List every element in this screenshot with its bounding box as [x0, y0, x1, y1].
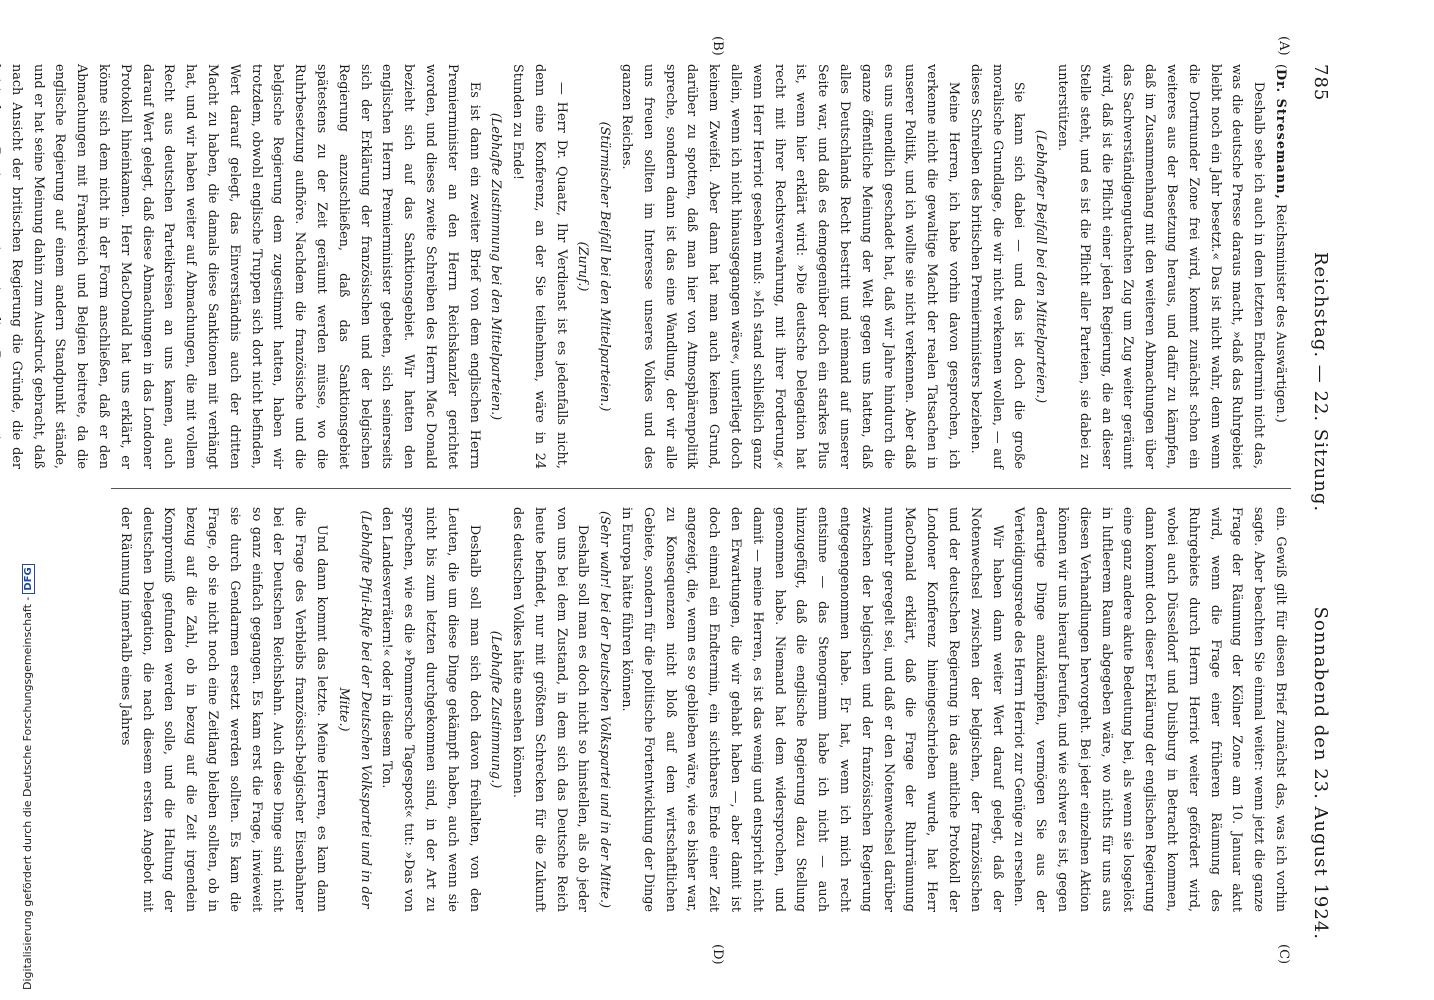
- credit-text-line: [21, 564, 35, 990]
- right-note-1: (Sehr wahr! bei der Deutschen Volkspartei und in der Mitte.): [597, 510, 613, 909]
- left-note-1: (Lebhafter Beifall bei den Mittelparteien.): [1033, 129, 1049, 404]
- right-para-5: Und dann kommt das letzte. Meine Herren, es kam dann die Frage des Verbleibs französisch-belgischer Eisenbahner bei der Deutschen Reichsbahn. Auch diese Dinge sind nicht so ganz einfach gegangen. Es kam erst die Frage, inwieweit sie durch Gendarmen ersetzt werden sollten. Es kam die Frage, ob sie nicht noch eine Zeitlang bleiben sollten, ob in bezug auf die Zahl, ob in bezug auf die Zeit irgendein Kompromiß gefunden werden solle, und die Haltung der deutschen Delegation, die nach diesem ersten Angebot mit der Räumung innerhalb eines Jahres: [117, 507, 329, 912]
- right-para-4: Deshalb soll man sich doch davon freihalten, von den Leuten, die um diese Dinge gekämpft haben, auch wenn sie nicht bis zum letzten durchgekommen sind, in der Art zu sprechen, wie es die »Pommersche Tagespost« tut: »Das von den Landesverrätern!« oder in diesem Ton.: [379, 507, 482, 912]
- left-para-4: — Herr Dr. Quaatz, Ihr Verdienst ist es jedenfalls nicht, denn eine Konferenz, an der Sie teilnehmen, wäre in 24 Stunden zu Ende!: [510, 64, 569, 469]
- right-para-1: ein. Gewiß gilt für diesen Brief zunächst das, was ich vorhin sagte. Aber beachten Sie einmal weiter: wenn jetzt die ganze Frage der Räumung der Kölner Zone am 10. Januar akut wird, wenn die Frage einer früheren Räumung des Ruhrgebiets durch Herrn Herriot weiter gefördert wird, wobei auch Düsseldorf und Duisburg in Betracht kommen, dann kommt doch dieser Erklärung der englischen Regierung eine ganz andere akute Bedeutung bei, als wenn sie losgelöst in luftleerem Raum abgegeben wäre, wo nichts für uns aus diesen Verhandlungen hervorgeht. Bei jeder einzelnen Aktion können wir uns hierauf berufen, und wie schwer es ist, gegen derartige Dinge anzukämpfen, vermögen Sie aus der Verteidigungsrede des Herrn Herriot zur Genüge zu ersehen.: [1011, 507, 1288, 912]
- speaker-name: Dr. Stresemann,: [1273, 69, 1288, 200]
- margin-marker-c: (C): [1276, 944, 1291, 965]
- right-para-2: Wir haben dann weiter Wert darauf gelegt, daß der Notenwechsel zwischen der belgischen, der französischen und der deutschen Regierung in das amtliche Protokoll der Londoner Konferenz hineingeschrieben wurde, hat Herr MacDonald erklärt, daß die Frage der Ruhrräumung nunmehr geregelt sei, und daß er den Notenwechsel darüber zwischen der belgischen und der französischen Regierung entgegengenommen habe. Er hat, wenn ich mich recht entsinne — das Stenogramm habe ich nicht — auch hinzugefügt, daß die englische Regierung dazu Stellung genommen habe. Niemand hat dem widersprochen, und damit — meine Herren, es ist das wenig und entspricht nicht den Erwartungen, die wir gehabt haben —, aber damit ist doch einmal ein Endtermin, ein sichtbares Ende einer Zeit angezeigt, die, wenn es so geblieben wäre, wie es bisher war, zu Konsequenzen nicht bloß auf dem wirtschaftlichen Gebiete, sondern für die politische Fortentwicklung der Dinge in Europa hätte führen können.: [619, 507, 1005, 912]
- left-note-4: (Lebhafte Zustimmung bei den Mittelparteien.): [488, 112, 504, 421]
- credit-text: Digitalisierung gefördert durch die Deutsche Forschungsgemeinschaft -: [21, 596, 34, 990]
- margin-marker-b: (B): [710, 36, 725, 56]
- right-column: [114, 507, 1291, 912]
- dfg-logo: DFG: [22, 564, 35, 593]
- margin-marker-a: (A): [1276, 36, 1291, 56]
- speaker-role: Reichsminister des Auswärtigen.: [1273, 203, 1288, 418]
- page-header: [1305, 64, 1335, 940]
- right-note-2: (Lebhafte Zustimmung.): [488, 630, 504, 789]
- header-date: Sonnabend den 23. August 1924.: [1310, 606, 1331, 940]
- left-column: [0, 64, 1291, 469]
- right-note-3: (Lebhafte Pfui-Rufe bei der Deutschen Volkspartei und in der Mitte.): [335, 510, 373, 909]
- left-note-2: (Stürmischer Beifall bei den Mittelparteien.): [597, 121, 613, 412]
- left-note-3: (Zuruf.): [575, 241, 591, 292]
- digitization-credit: [21, 567, 35, 990]
- margin-marker-d: (D): [710, 944, 725, 965]
- left-para-2: Sie kann sich dabei — und das ist doch die große moralische Grundlage, die wir nicht verkennen wollen, — auf dieses Schreiben des britischen Premierministers beziehen.: [967, 64, 1027, 469]
- header-session: Reichstag. — 22. Sitzung.: [1310, 252, 1331, 513]
- speaker-line: (Dr. Stresemann, Reichsminister des Auswärtigen.): [1273, 64, 1288, 423]
- left-para-3: Meine Herren, ich habe vorhin davon gesprochen, ich verkenne nicht die gewaltige Macht der realen Tatsachen in unserer Politik, und ich wollte sie nicht verkennen. Aber daß es uns unendlich geschadet hat, daß wir Jahre hindurch die ganze öffentliche Meinung der Welt gegen uns hatten, daß alles Deutschlands Recht bestritt und niemand auf unserer Seite war, und daß es demgegenüber doch ein starkes Plus ist, wenn hier erklärt wird: »Die deutsche Delegation hat recht mit ihrer Rechtsverwahrung, mit ihrer Forderung,« wenn Herr Herriot gesehen muß: »Ich stand schließlich ganz allein, wenn ich nicht hinausgegangen wäre«, unterliegt doch keinem Zweifel. Aber dann hat man auch keinen Grund, darüber zu spotten, daß man hier von Atmosphärenpolitik spreche, sondern dann ist das eine Wandlung, der wir alle uns freuen sollten im Interesse unseres Volkes und des ganzen Reiches.: [619, 64, 962, 469]
- right-para-3: Deshalb soll man es doch nicht so hinstellen, als ob jeder von uns bei dem Zustand, in dem sich das Deutsche Reich heute befindet, nur mit größtem Schrecken für die Zukunft des deutschen Volkes hätte ansehen können.: [510, 507, 591, 912]
- left-para-5: Es ist dann ein zweiter Brief von dem englischen Herrn Premierminister an den Herrn Reichskanzler gerichtet worden, und dieses zweite Schreiben des Herrn Mac Donald bezieht sich auf das Sanktionsgebiet. Wir hatten den englischen Herrn Premierminister gebeten, sich seinerseits sich der Erklärung der französischen und der belgischen Regierung anzuschließen, daß das Sanktionsgebiet spätestens zu der Zeit geräumt werden müsse, wo die Ruhrbesetzung aufhöre. Nachdem die französische und die belgische Regierung dem zugestimmt hatten, haben wir trotzdem, obwohl englische Truppen sich dort nicht befinden, Wert darauf gelegt, das Einverständnis auch der dritten Macht zu haben, die damals diese Sanktionen mit verhängt hat, und wir haben weiter auf Abmachungen, die mit vollem Recht aus deutschen Parteikreisen an uns kamen, auch darauf Wert gelegt, daß diese Abmachungen in das Londoner Protokoll hineinkamen. Herr MacDonald hat uns erklärt, er könne sich dem nicht in der Form anschließen, daß er den Abmachungen mit Frankreich und Belgien beitrete, da die englische Regierung auf einem andern Standpunkt stände, und er hat seine Meinung dahin zum Ausdruck gebracht, daß nach Ansicht der britischen Regierung die Gründe, die der: [8, 64, 482, 469]
- column-divider: [111, 488, 1291, 489]
- left-para-1: Deshalb sehe ich auch in dem letzten Endtermin nicht das, was die deutsche Presse daraus macht, »daß das Ruhrgebiet bleibt noch ein Jahr besetzt.« Das ist nicht wahr, denn wenn die Dortmunder Zone frei wird, kommt zunächst schon ein weiteres aus der Besetzung heraus, und dafür zu kämpfen, daß im Zusammenhang mit den weiteren Abmachungen über das Sachverständigengutachten Zug um Zug weiter geräumt wird, daß ist die Pflicht einer jeden Regierung, die an dieser Stelle steht, und es ist die Pflicht aller Parteien, sie dabei zu unterstützen.: [1055, 64, 1267, 469]
- page-number: 785: [1310, 64, 1331, 102]
